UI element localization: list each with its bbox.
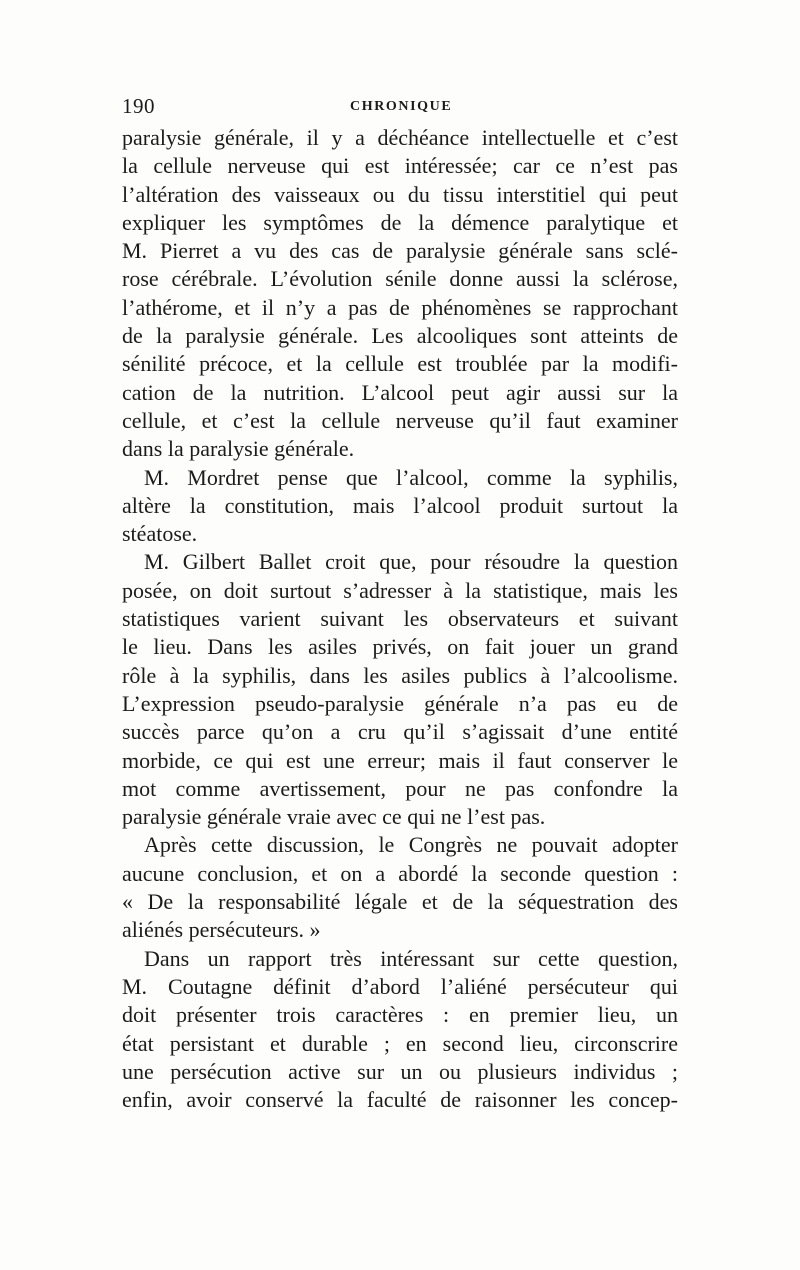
text-line: M. Pierret a vu des cas de paralysie générale sans sclé- bbox=[122, 238, 678, 264]
text-line: de la paralysie générale. Les alcooliques sont atteints de bbox=[122, 323, 678, 349]
text-line: enfin, avoir conservé la faculté de raisonner les concep- bbox=[122, 1087, 678, 1113]
text-line: « De la responsabilité légale et de la séquestration des bbox=[122, 889, 678, 915]
text-line: Après cette discussion, le Congrès ne pouvait adopter bbox=[144, 832, 678, 858]
text-line: rôle à la syphilis, dans les asiles publics à l’alcoolisme. bbox=[122, 662, 678, 688]
text-line: paralysie générale, il y a déchéance intellectuelle et c’est bbox=[122, 125, 678, 150]
text-line: L’expression pseudo-paralysie générale n’a pas eu de bbox=[122, 690, 678, 716]
text-line: stéatose. bbox=[122, 521, 198, 547]
text-line: aucune conclusion, et on a abordé la seconde question : bbox=[122, 860, 678, 886]
body-text bbox=[122, 124, 678, 1114]
text-line: cation de la nutrition. L’alcool peut agir aussi sur la bbox=[122, 379, 678, 405]
text-line: dans la paralysie générale. bbox=[122, 436, 355, 462]
text-line: M. Coutagne définit d’abord l’aliéné persécuteur qui bbox=[122, 973, 678, 999]
text-line: le lieu. Dans les asiles privés, on fait jouer un grand bbox=[122, 634, 678, 660]
text-line: Dans un rapport très intéressant sur cette question, bbox=[144, 945, 678, 971]
text-line: état persistant et durable ; en second lieu, circonscrire bbox=[122, 1030, 678, 1056]
text-line: M. Mordret pense que l’alcool, comme la syphilis, bbox=[144, 464, 678, 490]
text-line: expliquer les symptômes de la démence paralytique et bbox=[122, 209, 678, 235]
text-line: la cellule nerveuse qui est intéressée; car ce n’est pas bbox=[122, 153, 678, 179]
text-line: posée, on doit surtout s’adresser à la statistique, mais les bbox=[122, 577, 678, 603]
page-number: 190 bbox=[122, 94, 155, 118]
text-line: cellule, et c’est la cellule nerveuse qu’il faut examiner bbox=[122, 407, 678, 433]
text-line: doit présenter trois caractères : en premier lieu, un bbox=[122, 1002, 678, 1028]
text-line: sénilité précoce, et la cellule est troublée par la modifi- bbox=[122, 351, 678, 377]
running-head bbox=[122, 94, 678, 124]
text-line: altère la constitution, mais l’alcool produit surtout la bbox=[122, 492, 678, 518]
text-line: statistiques varient suivant les observateurs et suivant bbox=[122, 606, 678, 632]
text-line: succès parce qu’on a cru qu’il s’agissait d’une entité bbox=[122, 719, 678, 745]
text-line: rose cérébrale. L’évolution sénile donne aussi la sclérose, bbox=[122, 266, 678, 292]
text-line: mot comme avertissement, pour ne pas confondre la bbox=[122, 775, 678, 801]
text-line: M. Gilbert Ballet croit que, pour résoudre la question bbox=[144, 549, 678, 575]
text-line: morbide, ce qui est une erreur; mais il faut conserver le bbox=[122, 747, 678, 773]
text-line: une persécution active sur un ou plusieurs individus ; bbox=[122, 1058, 678, 1084]
text-line: paralysie générale vraie avec ce qui ne l’est pas. bbox=[122, 804, 546, 830]
text-line: l’altération des vaisseaux ou du tissu interstitiel qui peut bbox=[122, 181, 678, 207]
text-line: l’athérome, et il n’y a pas de phénomènes se rapprochant bbox=[122, 294, 678, 320]
text-line: aliénés persécuteurs. » bbox=[122, 917, 321, 943]
running-title: CHRONIQUE bbox=[350, 99, 453, 114]
